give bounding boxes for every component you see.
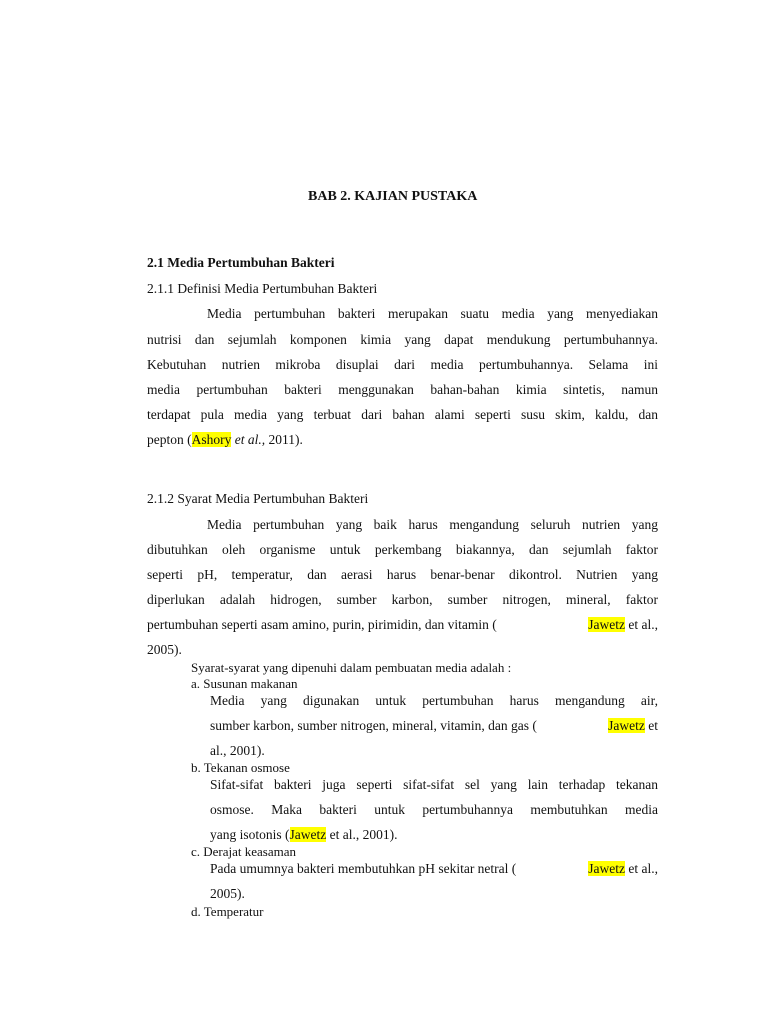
paragraph-line [147,617,658,633]
line-text: yang isotonis ( [210,827,290,842]
paragraph-line: diperlukan adalah hidrogen, sumber karbon, sumber nitrogen, mineral, faktor [147,592,658,607]
chapter-title: BAB 2. KAJIAN PUSTAKA [308,189,478,204]
paragraph-line: Kebutuhan nutrien mikroba disuplai dari media pertumbuhannya. Selama ini [147,357,658,372]
citation-prefix: pepton ( [147,432,192,447]
list-item-line: Media yang digunakan untuk pertumbuhan harus mengandung air, [210,693,658,708]
citation-etal: et [644,718,658,733]
paragraph-line: media pertumbuhan bakteri menggunakan bahan-bahan kimia sintetis, namun [147,382,658,397]
list-item-label: d. Temperatur [191,904,264,919]
paragraph-line: seperti pH, temperatur, dan aerasi harus benar-benar dikontrol. Nutrien yang [147,567,658,582]
paragraph-line: 2005). [147,642,182,657]
list-item-line: 2005). [210,886,245,901]
line-text: sumber karbon, sumber nitrogen, mineral, vitamin, dan gas ( [210,718,537,733]
list-item-line: osmose. Maka bakteri untuk pertumbuhannya membutuhkan media [210,802,658,817]
list-item-line [210,827,397,843]
list-item-line: al., 2001). [210,743,265,758]
citation-year: 2011). [265,432,303,447]
paragraph-line: terdapat pula media yang terbuat dari bahan alami seperti susu skim, kaldu, dan [147,407,658,422]
line-text: pertumbuhan seperti asam amino, purin, pirimidin, dan vitamin ( [147,617,497,632]
paragraph-line: dibutuhkan oleh organisme untuk perkembang biakannya, dan sejumlah faktor [147,542,658,557]
citation-author-highlight: Ashory [191,432,232,447]
citation-author-highlight: Jawetz [289,827,327,842]
citation-author-highlight: Jawetz [608,718,645,733]
list-item-label: a. Susunan makanan [191,676,298,691]
paragraph-line: Media pertumbuhan bakteri merupakan suatu media yang menyediakan [207,306,658,321]
citation [588,617,658,633]
list-item-line [210,718,658,734]
citation-etal: et al., [625,861,658,876]
citation-author-highlight: Jawetz [588,617,625,632]
paragraph-line: Media pertumbuhan yang baik harus mengandung seluruh nutrien yang [207,517,658,532]
citation-etal: et al., 2001). [326,827,398,842]
list-item-line: Sifat-sifat bakteri juga seperti sifat-sifat sel yang lain terhadap tekanan [210,777,658,792]
citation-etal: et al., [231,432,266,447]
paragraph-line: nutrisi dan sejumlah komponen kimia yang dapat mendukung pertumbuhannya. [147,332,658,347]
section-heading: 2.1 Media Pertumbuhan Bakteri [147,255,335,270]
list-item-label: b. Tekanan osmose [191,760,290,775]
citation [588,861,658,877]
citation-etal: et al., [625,617,658,632]
citation-author-highlight: Jawetz [588,861,625,876]
list-intro: Syarat-syarat yang dipenuhi dalam pembuatan media adalah : [191,660,512,675]
line-text: Pada umumnya bakteri membutuhkan pH sekitar netral ( [210,861,517,876]
citation [608,718,658,734]
list-item-label: c. Derajat keasaman [191,844,297,859]
list-item-line [210,861,658,877]
citation-line [147,432,303,448]
subsection-heading: 2.1.2 Syarat Media Pertumbuhan Bakteri [147,491,369,506]
subsection-heading: 2.1.1 Definisi Media Pertumbuhan Bakteri [147,281,378,296]
